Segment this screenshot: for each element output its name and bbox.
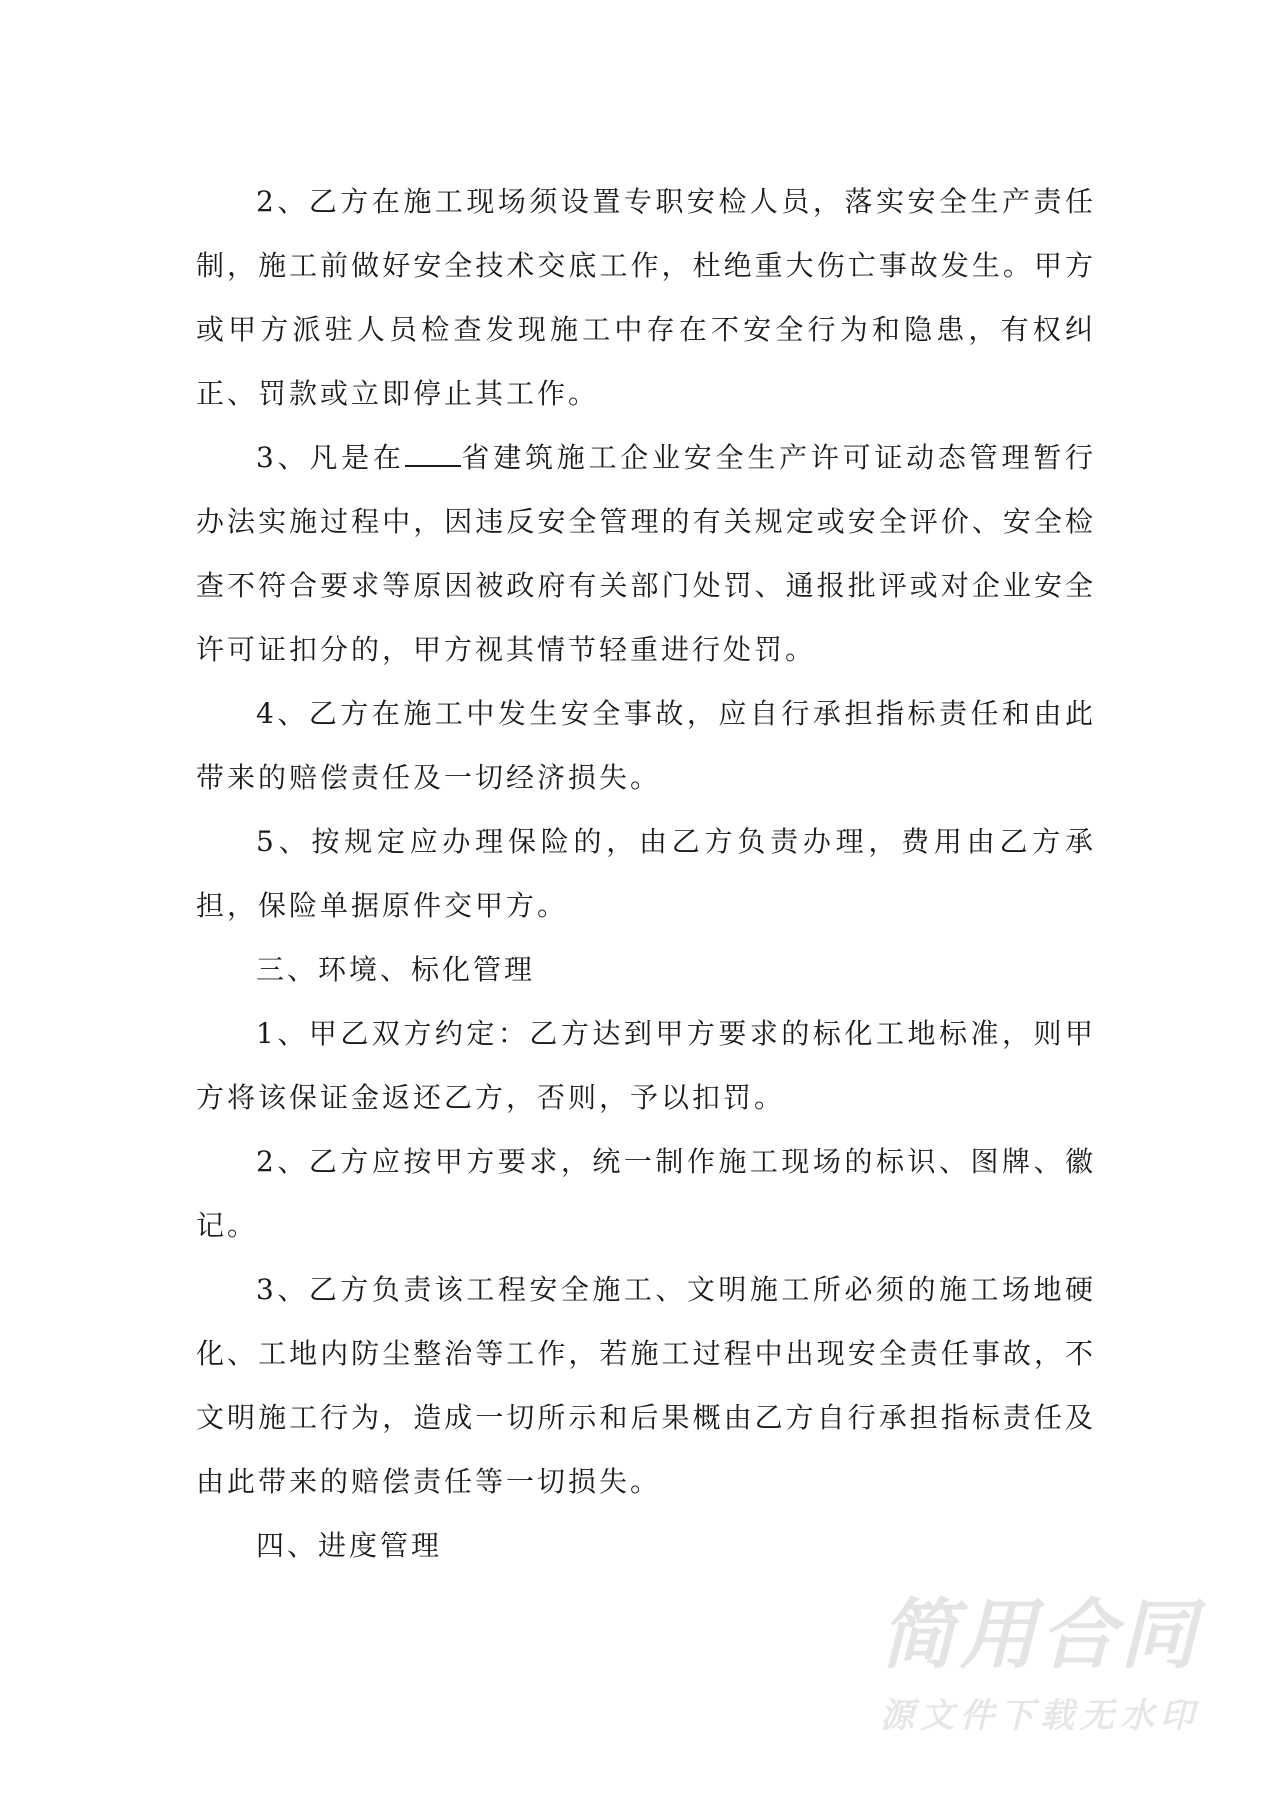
paragraph-text-before-blank: 3、凡是在 [256,441,405,474]
paragraph-safety-accident: 4、乙方在施工中发生安全事故，应自行承担指标责任和由此带来的赔偿责任及一切经济损失。 [196,697,1096,794]
paragraph-text-after-blank: 省建筑施工企业安全生产许可证动态管理暂行办法实施过程中，因违反安全管理的有关规定或安全评价、安全检查不符合要求等原因被政府有关部门处罚、通报批评或对企业安全许可证扣分的，甲方视其情节轻重进行处罚。 [196,441,1096,666]
paragraph-deposit: 1、甲乙双方约定：乙方达到甲方要求的标化工地标准，则甲方将该保证金返还乙方，否则，予以扣罚。 [196,1017,1096,1114]
section-heading-environment: 三、环境、标化管理 [256,953,536,986]
watermark-subtitle: 源文件下载无水印 [880,1696,1200,1736]
section-heading-progress: 四、进度管理 [256,1529,443,1562]
paragraph-safety-inspector: 2、乙方在施工现场须设置专职安检人员，落实安全生产责任制，施工前做好安全技术交底工作，杜绝重大伤亡事故发生。甲方或甲方派驻人员检查发现施工中存在不安全行为和隐患，有权纠正、罚款或立即停止其工作。 [196,185,1096,410]
fill-in-blank [405,441,461,467]
paragraph-license-management [196,426,1096,682]
watermark [880,1590,1240,1746]
paragraph-insurance: 5、按规定应办理保险的，由乙方负责办理，费用由乙方承担，保险单据原件交甲方。 [196,825,1096,922]
document-body [196,170,1096,1578]
watermark-title: 简用合同 [880,1590,1200,1679]
paragraph-civilized-construction: 3、乙方负责该工程安全施工、文明施工所必须的施工场地硬化、工地内防尘整治等工作，若施工过程中出现安全责任事故，不文明施工行为，造成一切所示和后果概由乙方自行承担指标责任及由此带来的赔偿责任等一切损失。 [196,1273,1096,1498]
paragraph-signage: 2、乙方应按甲方要求，统一制作施工现场的标识、图牌、徽记。 [196,1145,1096,1242]
